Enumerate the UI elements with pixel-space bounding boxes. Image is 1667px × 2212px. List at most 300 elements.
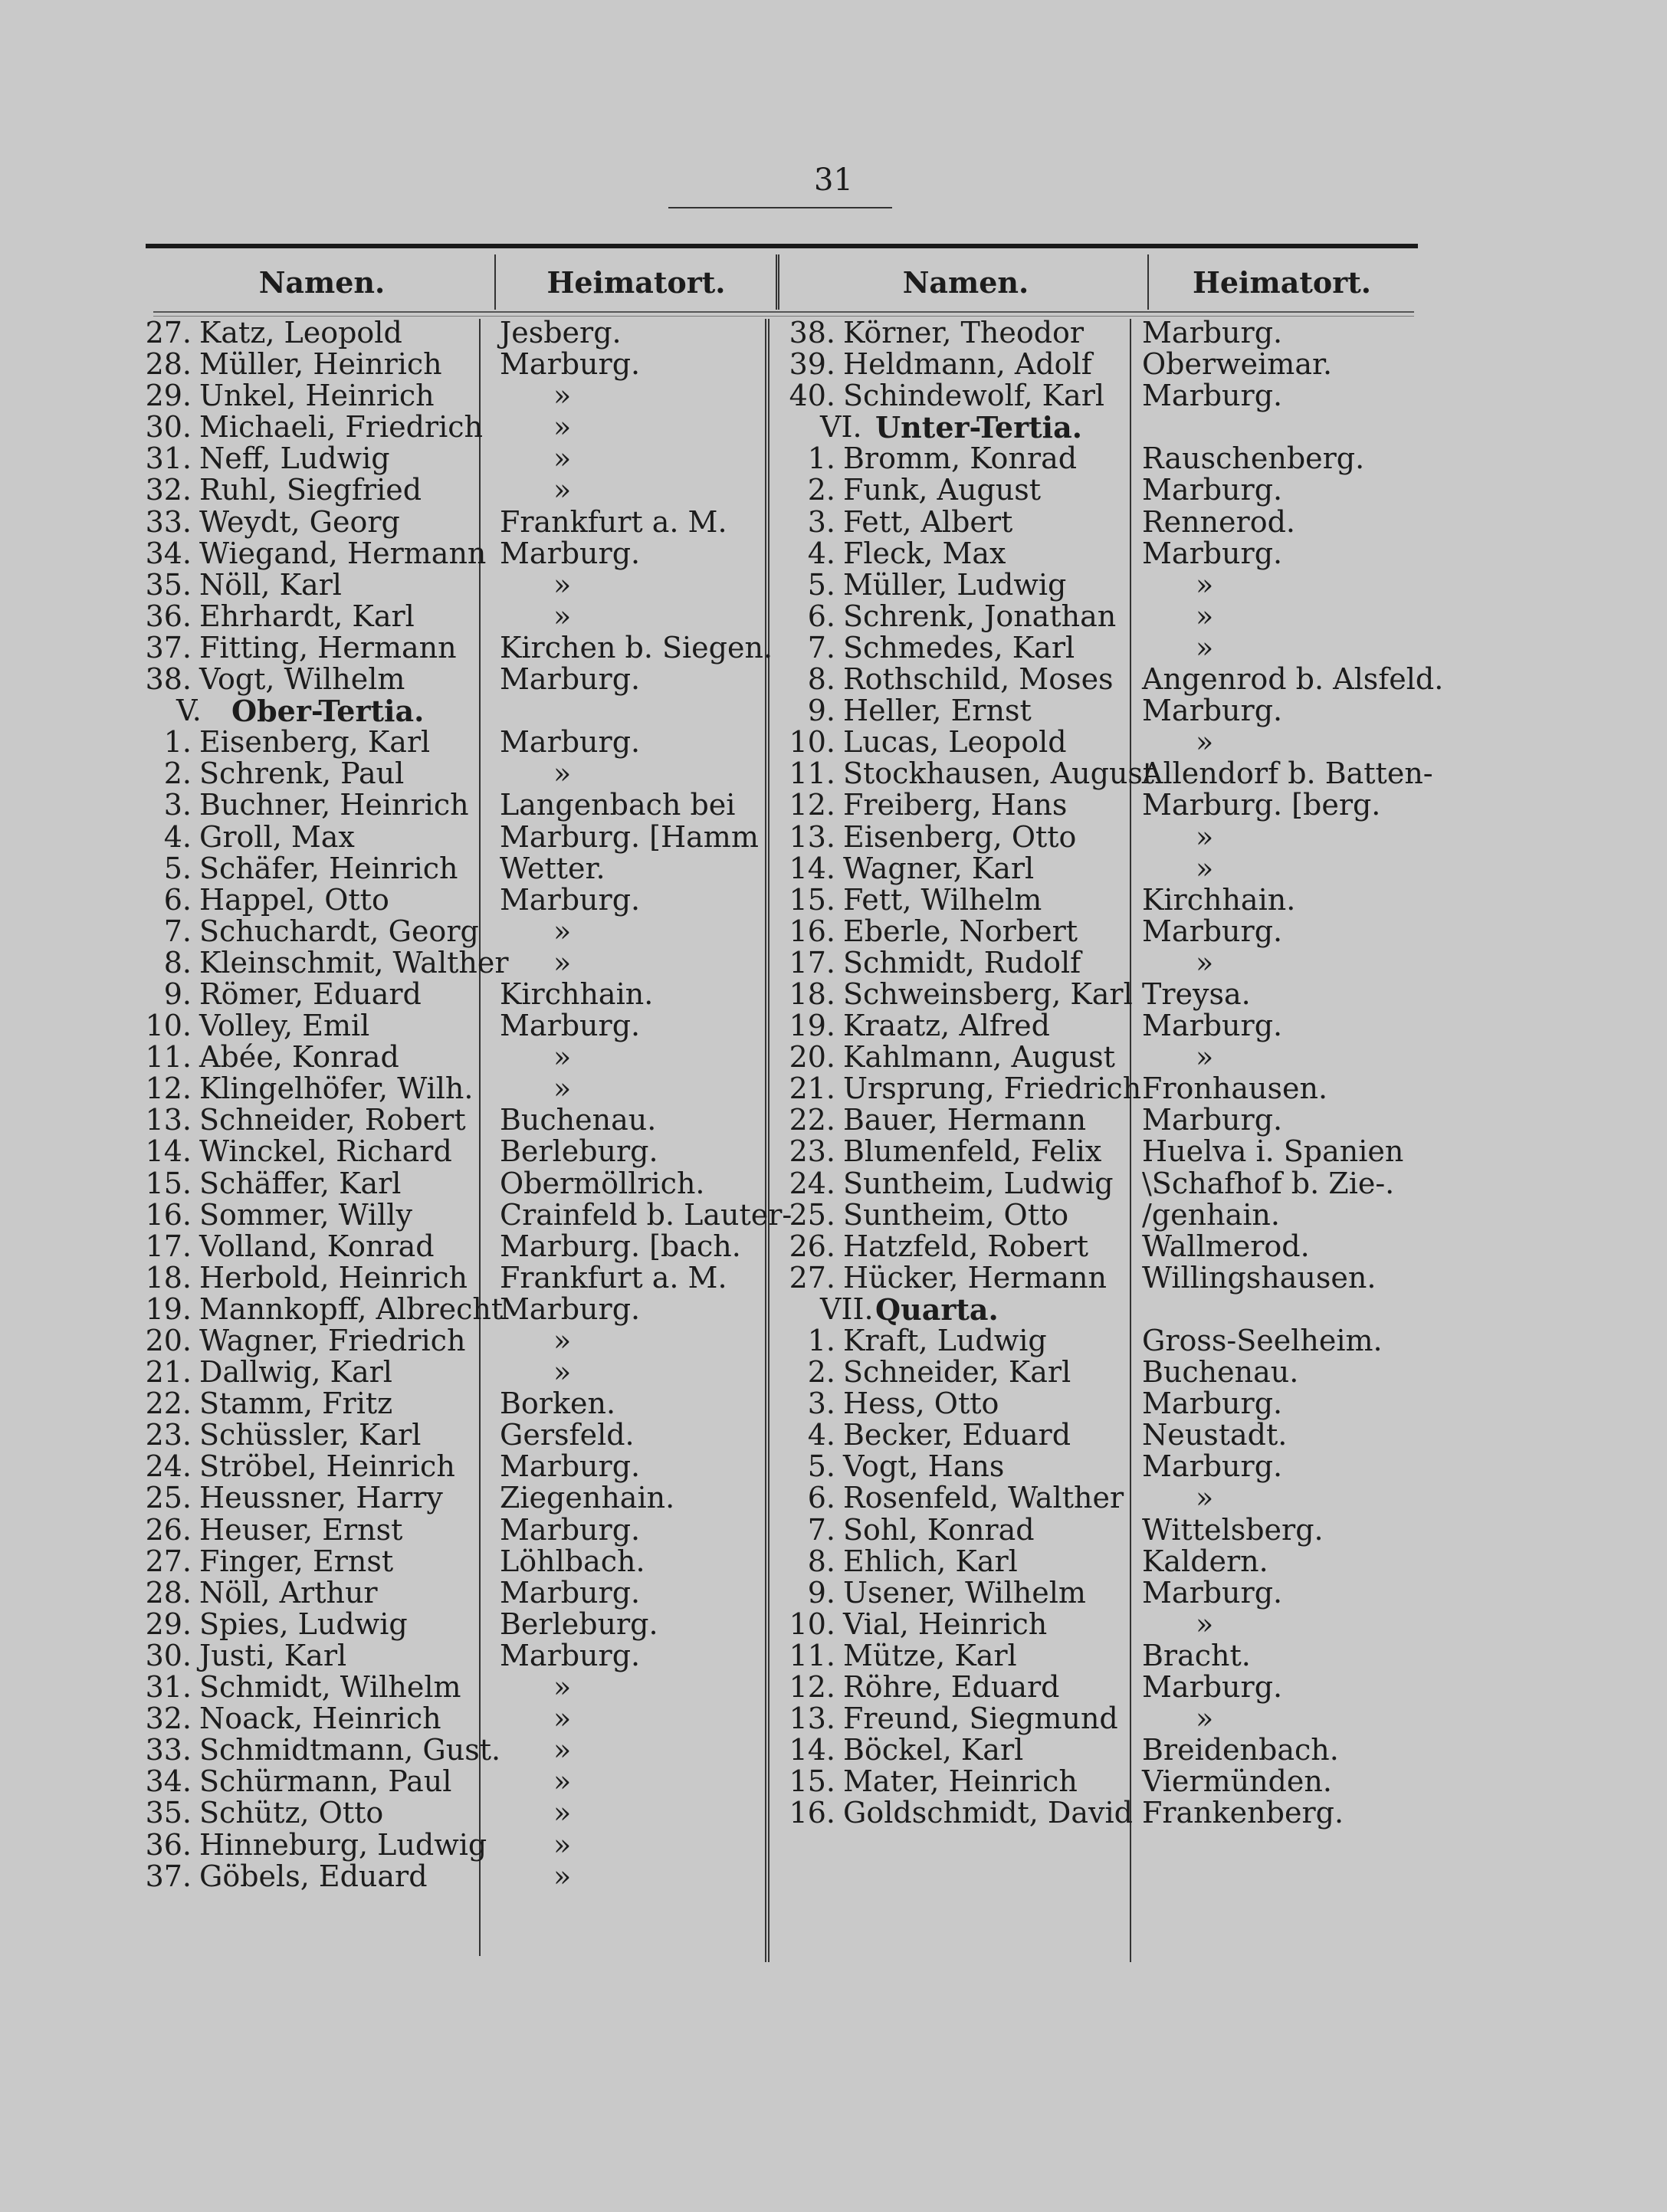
student-name: Hatzfeld, Robert: [843, 1229, 1089, 1263]
student-number: 32.: [145, 1702, 192, 1736]
table-row: [115, 1388, 766, 1419]
student-name: Freiberg, Hans: [843, 788, 1068, 822]
table-row: [766, 819, 1418, 854]
table-row: [766, 1512, 1418, 1547]
student-number: 38.: [789, 316, 835, 350]
student-number: 8.: [807, 1544, 835, 1578]
table-row: [766, 1357, 1418, 1388]
home-town: Breidenbach.: [1142, 1733, 1339, 1767]
table-row: [115, 1197, 792, 1232]
student-name: Schürmann, Paul: [199, 1764, 452, 1799]
home-town: Crainfeld b. Lauter-: [500, 1197, 792, 1232]
student-number: 27.: [145, 316, 192, 350]
home-town: Rennerod.: [1142, 504, 1295, 539]
table-row: [766, 1419, 1418, 1451]
home-town: \Schafhof b. Zie-.: [1142, 1166, 1395, 1200]
table-row: [115, 1797, 766, 1829]
student-name: Schneider, Robert: [199, 1103, 466, 1137]
table-row: [766, 884, 1418, 916]
table-row: [766, 1672, 1418, 1703]
table-row: [115, 630, 773, 665]
table-row: [115, 317, 766, 349]
student-number: 11.: [789, 1638, 835, 1672]
table-row: [766, 1797, 1418, 1829]
home-town: »: [553, 379, 572, 413]
student-number: 8.: [163, 945, 192, 980]
student-name: Heuser, Ernst: [199, 1512, 403, 1547]
table-row: [766, 1010, 1418, 1042]
student-number: 5.: [807, 1449, 835, 1484]
student-name: Vogt, Wilhelm: [199, 662, 405, 697]
student-name: Suntheim, Ludwig: [843, 1166, 1114, 1200]
student-number: 3.: [807, 1387, 835, 1421]
home-town: Berleburg.: [500, 1606, 658, 1641]
student-name: Sommer, Willy: [199, 1197, 412, 1232]
home-town: »: [553, 599, 572, 633]
student-number: 7.: [807, 1512, 835, 1547]
home-town: Marburg.: [500, 347, 641, 382]
table-row: [115, 1010, 766, 1042]
table-row: [115, 1042, 766, 1073]
home-town: »: [1196, 945, 1214, 980]
section-heading: [766, 1291, 1418, 1327]
student-number: 9.: [807, 1575, 835, 1610]
home-town: »: [1196, 567, 1214, 602]
student-name: Fitting, Hermann: [199, 630, 457, 665]
student-number: 25.: [789, 1197, 835, 1232]
student-name: Bromm, Konrad: [843, 441, 1078, 476]
student-number: 40.: [789, 379, 835, 413]
home-town: Neustadt.: [1142, 1418, 1288, 1452]
student-name: Happel, Otto: [199, 882, 389, 917]
student-number: 33.: [145, 1733, 192, 1767]
home-town: Fronhausen.: [1142, 1072, 1328, 1106]
table-row: [766, 727, 1418, 758]
home-town: Viermünden.: [1142, 1764, 1332, 1799]
student-number: 39.: [789, 347, 835, 382]
student-number: 26.: [789, 1229, 835, 1263]
student-name: Göbels, Eduard: [199, 1859, 428, 1893]
home-town: »: [553, 914, 572, 948]
table-row: [115, 1262, 766, 1294]
student-number: 5.: [163, 851, 192, 885]
table-row: [115, 1291, 766, 1326]
student-number: 15.: [789, 882, 835, 917]
home-town: Marburg.: [500, 1449, 641, 1484]
student-name: Hücker, Hermann: [843, 1260, 1107, 1295]
home-town: »: [1196, 725, 1214, 760]
student-number: 1.: [807, 1324, 835, 1357]
student-name: Schmedes, Karl: [843, 630, 1075, 665]
header-divider-1: [494, 254, 496, 310]
table-row: [115, 1512, 766, 1547]
student-name: Mütze, Karl: [843, 1638, 1017, 1672]
student-name: Winckel, Richard: [199, 1134, 452, 1169]
table-row: [766, 756, 1433, 791]
student-name: Kleinschmit, Walther: [199, 945, 509, 980]
student-name: Schrenk, Jonathan: [843, 599, 1117, 633]
table-row: [766, 976, 1418, 1011]
home-town: »: [553, 1859, 572, 1893]
home-town: Langenbach bei: [500, 788, 736, 822]
student-number: 24.: [789, 1166, 835, 1200]
home-town: Wallmerod.: [1142, 1229, 1310, 1263]
table-row: [115, 1546, 766, 1577]
home-town: »: [553, 1764, 572, 1799]
student-name: Freund, Siegmund: [843, 1702, 1118, 1736]
home-town: »: [553, 1040, 572, 1075]
student-name: Ehlich, Karl: [843, 1544, 1018, 1578]
section-roman-numeral: VI.: [820, 410, 862, 445]
student-number: 30.: [145, 410, 192, 445]
student-number: 16.: [789, 1796, 835, 1830]
student-name: Heller, Ernst: [843, 694, 1032, 728]
student-name: Müller, Heinrich: [199, 347, 442, 382]
table-row: [766, 538, 1418, 569]
student-name: Neff, Ludwig: [199, 441, 390, 476]
student-name: Klingelhöfer, Wilh.: [199, 1072, 474, 1106]
student-number: 13.: [789, 819, 835, 854]
student-number: 7.: [807, 630, 835, 665]
table-row: [766, 695, 1418, 727]
student-name: Bauer, Hermann: [843, 1103, 1087, 1137]
student-number: 21.: [145, 1355, 192, 1390]
student-name: Körner, Theodor: [843, 316, 1085, 350]
home-town: »: [1196, 851, 1214, 885]
home-town: Marburg.: [1142, 379, 1283, 413]
student-name: Vial, Heinrich: [843, 1606, 1048, 1641]
table-row: [766, 1136, 1418, 1167]
student-name: Kraatz, Alfred: [843, 1009, 1050, 1043]
home-town: Frankenberg.: [1142, 1796, 1344, 1830]
table-row: [115, 727, 766, 758]
home-town: »: [1196, 1606, 1214, 1641]
home-town: Ziegenhain.: [500, 1481, 675, 1515]
student-name: Goldschmidt, David: [843, 1796, 1133, 1830]
table-row: [766, 1451, 1418, 1482]
table-row: [766, 443, 1418, 474]
table-row: [115, 504, 766, 539]
student-name: Schäffer, Karl: [199, 1166, 402, 1200]
table-row: [766, 1168, 1418, 1200]
student-number: 32.: [145, 473, 192, 507]
student-name: Dallwig, Karl: [199, 1355, 392, 1390]
table-top-rule: [146, 244, 1418, 248]
table-row: [115, 1861, 766, 1892]
home-town: Marburg.: [500, 882, 641, 917]
table-row: [115, 443, 766, 474]
section-heading: [115, 695, 766, 727]
student-number: 37.: [145, 1859, 192, 1893]
home-town: /genhain.: [1142, 1197, 1280, 1232]
student-number: 25.: [145, 1481, 192, 1515]
student-name: Mannkopff, Albrecht: [199, 1291, 504, 1326]
section-title: Unter-Tertia.: [875, 410, 1082, 445]
table-row: [115, 1672, 766, 1703]
student-number: 3.: [807, 504, 835, 539]
student-number: 14.: [789, 851, 835, 885]
student-number: 33.: [145, 504, 192, 539]
home-town: Marburg.: [500, 1638, 641, 1672]
header-divider-3: [1147, 254, 1149, 310]
student-name: Schuchardt, Georg: [199, 914, 479, 948]
home-town: Marburg.: [500, 725, 641, 760]
home-town: »: [1196, 630, 1214, 665]
header-left-name: Namen.: [258, 265, 386, 300]
student-number: 36.: [145, 1827, 192, 1862]
student-number: 30.: [145, 1638, 192, 1672]
student-name: Schweinsberg, Karl: [843, 976, 1133, 1011]
student-number: 13.: [789, 1702, 835, 1736]
home-town: Berleburg.: [500, 1134, 658, 1169]
student-number: 31.: [145, 1670, 192, 1705]
table-row: [115, 947, 766, 979]
student-number: 6.: [807, 599, 835, 633]
home-town: Marburg.: [1142, 1449, 1283, 1484]
student-number: 10.: [789, 725, 835, 760]
home-town: Marburg.: [500, 662, 641, 697]
student-number: 23.: [145, 1418, 192, 1452]
student-name: Nöll, Arthur: [199, 1575, 378, 1610]
table-row: [115, 789, 766, 821]
home-town: Marburg.: [1142, 1670, 1283, 1705]
table-row: [115, 664, 766, 695]
student-number: 18.: [789, 976, 835, 1011]
student-number: 22.: [145, 1387, 192, 1421]
student-number: 4.: [163, 819, 192, 854]
student-name: Eisenberg, Karl: [199, 725, 431, 760]
student-number: 10.: [145, 1009, 192, 1043]
student-name: Mater, Heinrich: [843, 1764, 1078, 1799]
student-number: 20.: [145, 1324, 192, 1357]
table-row: [115, 1482, 766, 1514]
home-town: »: [553, 1796, 572, 1830]
table-row: [115, 1419, 766, 1451]
home-town: Oberweimar.: [1142, 347, 1333, 382]
home-town: Marburg.: [1142, 473, 1283, 507]
home-town: Gersfeld.: [500, 1418, 635, 1452]
student-name: Müller, Ludwig: [843, 567, 1067, 602]
table-row: [766, 1325, 1418, 1357]
student-number: 31.: [145, 441, 192, 476]
table-row: [766, 947, 1418, 979]
page-number-rule: [668, 207, 892, 208]
table-row: [766, 1197, 1418, 1232]
home-town: »: [553, 1670, 572, 1705]
table-row: [115, 1073, 766, 1104]
home-town: Marburg.: [500, 1009, 641, 1043]
home-town: »: [553, 441, 572, 476]
student-name: Weydt, Georg: [199, 504, 400, 539]
table-row: [766, 1262, 1418, 1294]
page-number: 31: [814, 162, 853, 198]
table-row: [766, 317, 1418, 349]
table-row: [766, 1231, 1418, 1262]
home-town: »: [1196, 1040, 1214, 1075]
table-row: [766, 1734, 1418, 1766]
header-right-place: Heimatort.: [1192, 265, 1372, 300]
home-town: Löhlbach.: [500, 1544, 645, 1578]
student-name: Heussner, Harry: [199, 1481, 443, 1515]
student-number: 8.: [807, 662, 835, 697]
student-name: Unkel, Heinrich: [199, 379, 435, 413]
home-town: Marburg.: [1142, 1387, 1283, 1421]
student-number: 2.: [807, 1355, 835, 1390]
table-row: [115, 758, 766, 789]
student-number: 28.: [145, 1575, 192, 1610]
student-name: Stockhausen, August: [843, 756, 1155, 791]
home-town: Marburg.: [1142, 1575, 1283, 1610]
table-row: [115, 538, 766, 569]
table-row: [766, 474, 1418, 506]
home-town: »: [553, 1355, 572, 1390]
home-town: Treysa.: [1142, 976, 1251, 1011]
table-row: [766, 380, 1418, 412]
student-number: 11.: [145, 1040, 192, 1075]
student-number: 4.: [807, 1418, 835, 1452]
home-town: »: [553, 473, 572, 507]
home-town: »: [1196, 1481, 1214, 1515]
student-name: Hinneburg, Ludwig: [199, 1827, 487, 1862]
student-name: Schmidt, Rudolf: [843, 945, 1081, 980]
table-row: [115, 1136, 766, 1167]
section-roman-numeral: V.: [176, 694, 202, 728]
home-town: »: [553, 1733, 572, 1767]
student-name: Justi, Karl: [199, 1638, 347, 1672]
student-number: 7.: [163, 914, 192, 948]
table-row: [115, 601, 766, 632]
student-number: 38.: [145, 662, 192, 697]
home-town: Obermöllrich.: [500, 1166, 705, 1200]
student-name: Suntheim, Otto: [843, 1197, 1069, 1232]
home-town: Marburg.: [1142, 536, 1283, 570]
student-name: Röhre, Eduard: [843, 1670, 1060, 1705]
student-number: 1.: [807, 441, 835, 476]
table-row: [115, 1734, 766, 1766]
table-row: [766, 569, 1418, 601]
home-town: Marburg.: [500, 1512, 641, 1547]
header-right-name: Namen.: [902, 265, 1029, 300]
table-row: [766, 662, 1444, 697]
table-row: [766, 1042, 1418, 1073]
table-row: [766, 1606, 1418, 1641]
table-row: [766, 601, 1418, 632]
table-row: [115, 1827, 766, 1862]
student-number: 22.: [789, 1103, 835, 1137]
student-number: 2.: [163, 756, 192, 791]
home-town: Kirchen b. Siegen.: [500, 630, 773, 665]
home-town: Marburg.: [1142, 1009, 1283, 1043]
student-name: Fleck, Max: [843, 536, 1006, 570]
student-number: 28.: [145, 347, 192, 382]
student-name: Volley, Emil: [199, 1009, 370, 1043]
home-town: Marburg.: [500, 1575, 641, 1610]
student-number: 13.: [145, 1103, 192, 1137]
table-row: [766, 1766, 1418, 1797]
table-row: [115, 380, 766, 412]
home-town: »: [553, 1072, 572, 1106]
table-row: [766, 504, 1418, 539]
student-name: Becker, Eduard: [843, 1418, 1071, 1452]
student-number: 15.: [145, 1166, 192, 1200]
student-number: 21.: [789, 1072, 835, 1106]
student-name: Schmidt, Wilhelm: [199, 1670, 461, 1705]
home-town: Marburg.: [500, 1291, 641, 1326]
table-row: [766, 916, 1418, 947]
student-name: Fett, Albert: [843, 504, 1013, 539]
home-town: »: [553, 1702, 572, 1736]
student-name: Funk, August: [843, 473, 1041, 507]
student-name: Rosenfeld, Walther: [843, 1481, 1124, 1515]
table-row: [115, 474, 766, 506]
student-number: 26.: [145, 1512, 192, 1547]
table-row: [766, 789, 1418, 821]
student-name: Stamm, Fritz: [199, 1387, 393, 1421]
home-town: Jesberg.: [500, 316, 622, 350]
table-row: [115, 1606, 766, 1641]
home-town: Huelva i. Spanien: [1142, 1134, 1404, 1169]
student-name: Rothschild, Moses: [843, 662, 1114, 697]
table-row: [766, 1482, 1418, 1514]
student-number: 4.: [807, 536, 835, 570]
student-name: Kahlmann, August: [843, 1040, 1115, 1075]
home-town: Bracht.: [1142, 1638, 1251, 1672]
table-row: [115, 1703, 766, 1734]
student-number: 9.: [807, 694, 835, 728]
table-row: [115, 1577, 766, 1609]
student-name: Wiegand, Hermann: [199, 536, 487, 570]
home-town: »: [553, 1827, 572, 1862]
student-number: 27.: [145, 1544, 192, 1578]
student-name: Eisenberg, Otto: [843, 819, 1077, 854]
home-town: Allendorf b. Batten-: [1142, 756, 1433, 791]
header-divider-2: [776, 254, 779, 310]
student-number: 29.: [145, 1606, 192, 1641]
student-number: 24.: [145, 1449, 192, 1484]
section-heading: [766, 412, 1418, 443]
home-town: Frankfurt a. M.: [500, 1260, 727, 1295]
student-number: 19.: [145, 1291, 192, 1326]
table-row: [115, 1231, 766, 1262]
student-name: Hess, Otto: [843, 1387, 999, 1421]
student-name: Usener, Wilhelm: [843, 1575, 1086, 1610]
student-name: Schrenk, Paul: [199, 756, 405, 791]
table-row: [766, 1073, 1418, 1104]
home-town: Marburg.: [1142, 316, 1283, 350]
student-number: 17.: [789, 945, 835, 980]
student-name: Schindewolf, Karl: [843, 379, 1105, 413]
student-number: 1.: [163, 725, 192, 760]
student-number: 12.: [789, 788, 835, 822]
section-title: Quarta.: [875, 1291, 999, 1327]
table-row: [115, 976, 766, 1011]
student-number: 2.: [807, 473, 835, 507]
student-name: Ehrhardt, Karl: [199, 599, 415, 633]
home-town: »: [553, 1324, 572, 1357]
student-name: Schneider, Karl: [843, 1355, 1071, 1390]
left-name-list: [115, 316, 792, 1893]
student-number: 35.: [145, 1796, 192, 1830]
student-name: Schüssler, Karl: [199, 1418, 422, 1452]
home-town: »: [553, 756, 572, 791]
home-town: Borken.: [500, 1387, 616, 1421]
home-town: »: [1196, 599, 1214, 633]
table-row: [766, 1577, 1418, 1609]
student-number: 34.: [145, 1764, 192, 1799]
home-town: »: [1196, 819, 1214, 854]
student-name: Sohl, Konrad: [843, 1512, 1035, 1547]
table-row: [766, 1546, 1418, 1577]
